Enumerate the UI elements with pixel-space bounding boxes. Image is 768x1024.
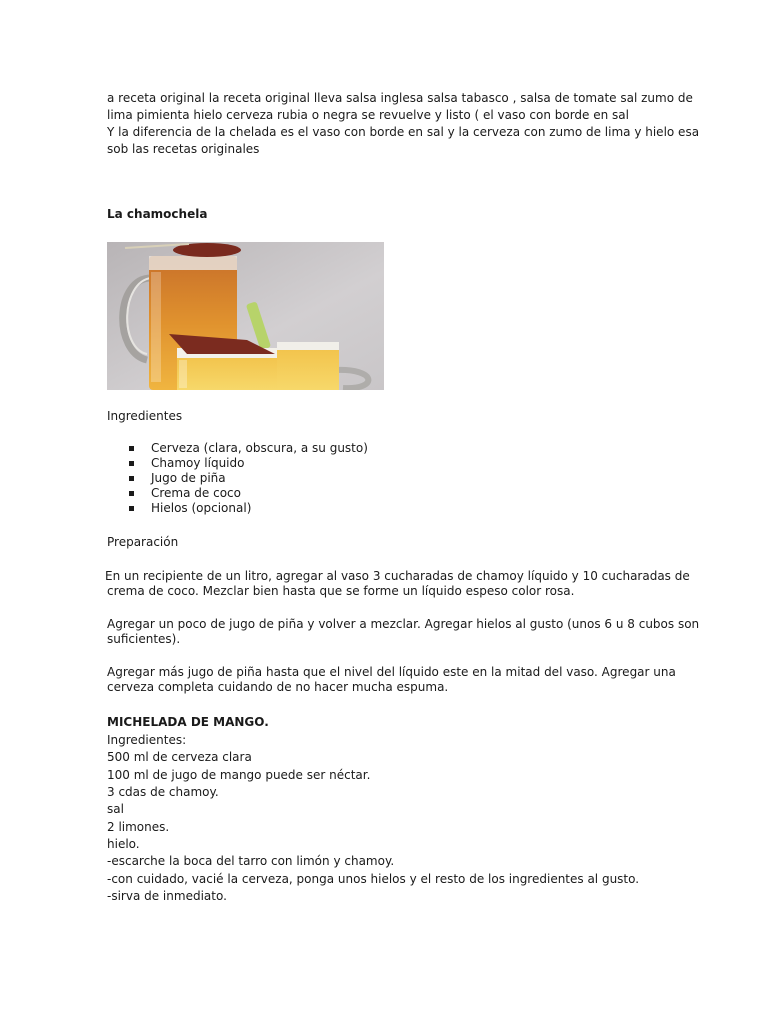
bullet-icon: [129, 461, 134, 466]
michelada-line: sal: [107, 802, 124, 816]
step-line: En un recipiente de un litro, agregar al vaso 3 cucharadas de chamoy líquido y 10 cucharadas de: [105, 569, 690, 583]
step-line: Agregar más jugo de piña hasta que el nivel del líquido este en la mitad del vaso. Agregar una: [107, 665, 676, 679]
intro-line: Y la diferencia de la chelada es el vaso con borde en sal y la cerveza con zumo de lima y hielo esa: [107, 125, 700, 139]
michelada-line: 100 ml de jugo de mango puede ser néctar.: [107, 768, 371, 782]
intro-line: sob las recetas originales: [107, 142, 260, 156]
michelada-line: -sirva de inmediato.: [107, 889, 227, 903]
michelada-title: MICHELADA DE MANGO.: [107, 715, 269, 729]
michelada-line: 2 limones.: [107, 820, 170, 834]
list-item: [128, 456, 368, 471]
step-line: crema de coco. Mezclar bien hasta que se forme un líquido espeso color rosa.: [107, 584, 575, 598]
ingredients-list: [128, 441, 368, 516]
bullet-icon: [129, 446, 134, 451]
chamochela-photo: [107, 242, 384, 390]
michelada-line: -escarche la boca del tarro con limón y chamoy.: [107, 854, 395, 868]
michelada-line: Ingredientes:: [107, 733, 187, 747]
ingredients-heading: Ingredientes: [107, 409, 183, 423]
intro-line: a receta original la receta original lleva salsa inglesa salsa tabasco , salsa de tomate sal zumo de: [107, 91, 693, 105]
step-line: cerveza completa cuidando de no hacer mucha espuma.: [107, 680, 449, 694]
chamochela-title: La chamochela: [107, 207, 208, 221]
list-item: [128, 441, 368, 456]
step-line: Agregar un poco de jugo de piña y volver a mezclar. Agregar hielos al gusto (unos 6 u 8 cubos son: [107, 617, 700, 631]
list-item: [128, 471, 368, 486]
bullet-icon: [129, 506, 134, 511]
preparation-heading: Preparación: [107, 535, 179, 549]
bullet-icon: [129, 476, 134, 481]
list-item: [128, 486, 368, 501]
ingredient-text: Crema de coco: [151, 486, 241, 500]
ingredient-text: Hielos (opcional): [151, 501, 252, 515]
michelada-line: -con cuidado, vacié la cerveza, ponga unos hielos y el resto de los ingredientes al gusto.: [107, 872, 640, 886]
step-line: suficientes).: [107, 632, 181, 646]
ingredient-text: Jugo de piña: [151, 471, 226, 485]
michelada-line: 3 cdas de chamoy.: [107, 785, 219, 799]
ingredient-text: Cerveza (clara, obscura, a su gusto): [151, 441, 368, 455]
bullet-icon: [129, 491, 134, 496]
intro-line: lima pimienta hielo cerveza rubia o negra se revuelve y listo ( el vaso con borde en sal: [107, 108, 629, 122]
michelada-line: 500 ml de cerveza clara: [107, 750, 252, 764]
michelada-line: hielo.: [107, 837, 140, 851]
list-item: [128, 501, 368, 516]
ingredient-text: Chamoy líquido: [151, 456, 245, 470]
